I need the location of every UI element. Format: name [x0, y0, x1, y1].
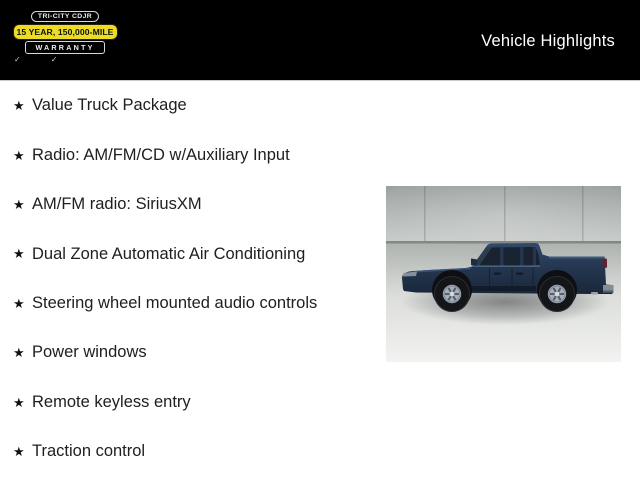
badge-dealer-label: TRI-CITY CDJR: [31, 11, 99, 22]
list-item: [0, 180, 384, 229]
list-item-label: Radio: AM/FM/CD w/Auxiliary Input: [32, 145, 290, 164]
list-item: [0, 279, 384, 328]
list-item: [0, 130, 384, 179]
page-title: Vehicle Highlights: [481, 32, 615, 50]
list-item: [0, 229, 384, 278]
checkmark-icon: ✓: [14, 55, 21, 64]
list-item-label: Power windows: [32, 343, 147, 362]
checkmark-icon: ✓: [50, 55, 58, 64]
star-bullet-icon: ★: [13, 394, 25, 410]
list-item-label: Value Truck Package: [32, 96, 187, 115]
star-bullet-icon: ★: [13, 345, 25, 361]
highlights-list: [0, 81, 384, 476]
header-bar: [0, 0, 640, 81]
list-item-label: Traction control: [32, 442, 146, 461]
pickup-truck-image: [386, 186, 621, 362]
star-bullet-icon: ★: [13, 246, 25, 262]
list-item: [0, 328, 384, 377]
list-item-label: Remote keyless entry: [32, 392, 191, 411]
list-item: [0, 427, 384, 476]
vehicle-photo: [386, 186, 621, 362]
star-bullet-icon: ★: [13, 147, 25, 163]
list-item: [0, 377, 384, 426]
list-item-label: Dual Zone Automatic Air Conditioning: [32, 244, 306, 263]
badge-checkmarks: [14, 56, 57, 64]
star-bullet-icon: ★: [13, 295, 25, 311]
star-bullet-icon: ★: [13, 98, 25, 114]
list-item-label: AM/FM radio: SiriusXM: [32, 195, 202, 214]
star-bullet-icon: ★: [13, 443, 25, 459]
star-bullet-icon: ★: [13, 196, 25, 212]
warranty-badge: [16, 11, 114, 64]
list-item-label: Steering wheel mounted audio controls: [32, 294, 318, 312]
badge-warranty-label: WARRANTY: [25, 41, 104, 54]
list-item: [0, 81, 384, 130]
badge-headline-label: 15 YEAR, 150,000-MILE: [13, 24, 118, 40]
